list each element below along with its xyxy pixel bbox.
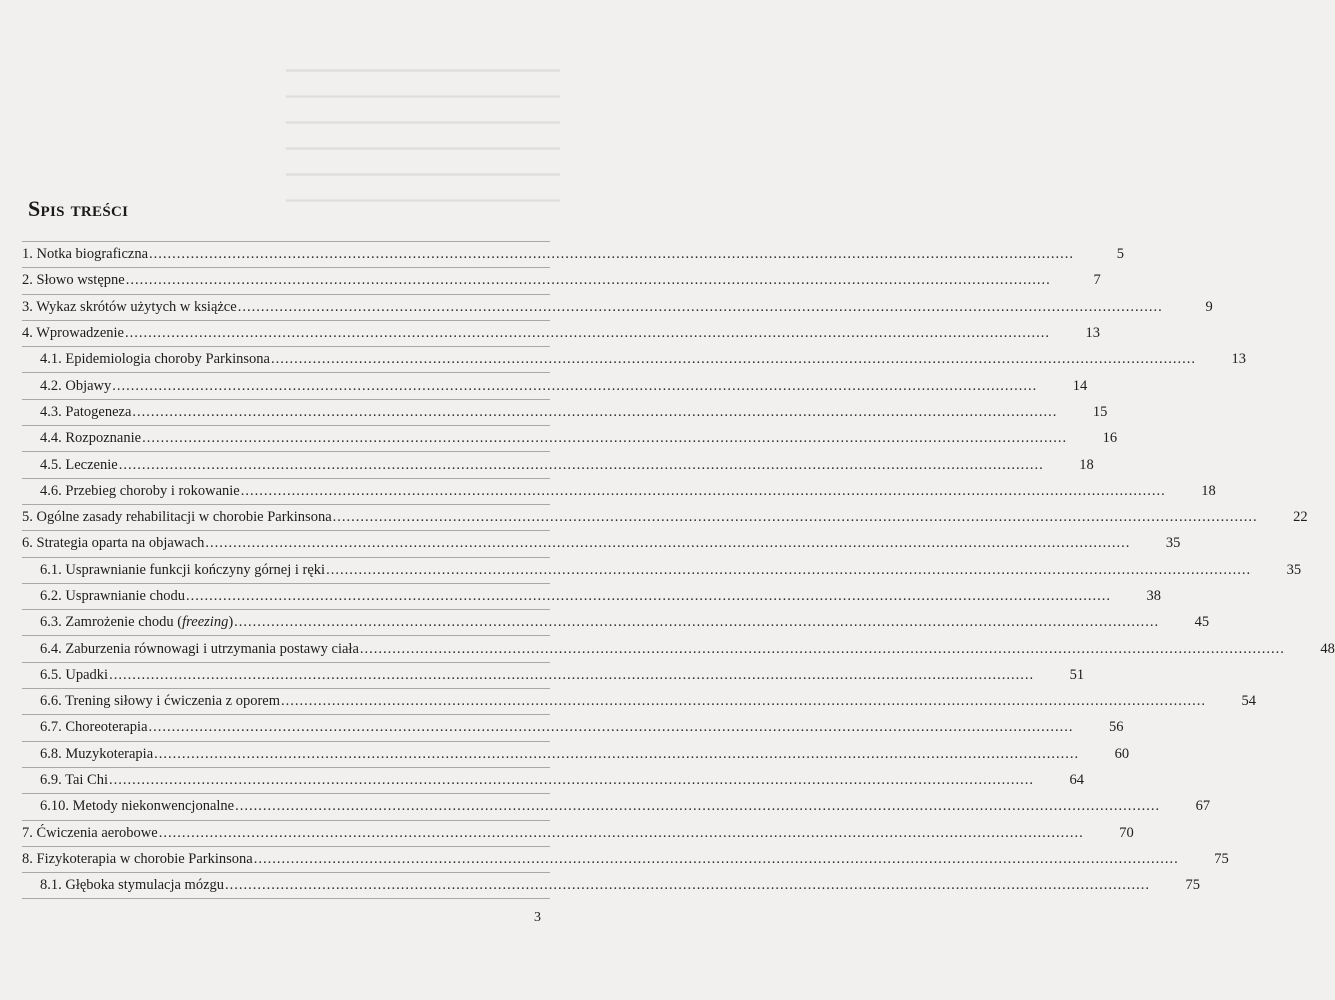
toc-entry-page: 13 <box>1085 325 1100 342</box>
toc-entry-page: 9 <box>1205 298 1213 315</box>
toc-entry <box>22 346 1246 372</box>
toc-entry-label <box>22 246 148 263</box>
dot-leader: ........................................................................................................................................................................................................ <box>235 798 1161 815</box>
dot-leader: ........................................................................................................................................................................................................ <box>240 482 1166 499</box>
toc-entry-label-text: 2. Słowo wstępne <box>22 272 125 289</box>
toc-entry <box>22 399 1108 425</box>
toc-entry-label <box>40 798 234 815</box>
toc-entry-label-text: 4.4. Rozpoznanie <box>40 430 142 447</box>
dot-leader: ........................................................................................................................................................................................................ <box>154 745 1080 762</box>
toc-entry <box>22 294 1213 320</box>
toc-entry <box>22 425 1118 451</box>
toc-entry <box>22 557 1302 583</box>
toc-entry <box>22 793 1211 819</box>
toc-entry-label <box>40 641 359 658</box>
toc-entry-title <box>22 430 1073 447</box>
toc-entry-label <box>40 378 111 395</box>
show-through-texture: ━━━━━━━━━━━━━━━━━━━━━━━━━━━━━━━━━━━ ━━━━━━━━━━━━━━━━━━━━━━━━━━━━━━━━━━━ ━━━━━━━━━━━━━━━━━━━━━━━━━━━━━━━━━━━ ━━━━━━━━━━━━━━━━━━━━━━━━━━━━━━━━━━━ ━━━━━━━━━━━━━━━━━━━━━━━━━━━━━━━━━━━ ━━━━━━━━━━━━━━━━━━━━━━━━━━━━━━━━━━━ <box>286 63 560 208</box>
toc-entry-label-text: 7. Ćwiczenia aerobowe <box>22 824 158 841</box>
toc-entry <box>22 478 1216 504</box>
toc-entry-title <box>22 825 1090 842</box>
toc-entry-label-text: 6.9. Tai Chi <box>40 772 108 789</box>
dot-leader: ........................................................................................................................................................................................................ <box>112 377 1038 394</box>
toc-entry-title <box>22 562 1257 579</box>
toc-entry-label-text: 6.5. Upadki <box>40 666 109 683</box>
toc-entry-title <box>22 404 1063 421</box>
toc-entry-title <box>22 299 1169 316</box>
toc-entry-label <box>22 851 253 868</box>
toc-entry-title <box>22 693 1212 710</box>
toc-entry-label-italic: freezing <box>182 614 229 631</box>
toc-entry-label <box>40 483 240 500</box>
toc-entry-title <box>22 272 1057 289</box>
toc-entry <box>22 846 1229 872</box>
toc-entry-title <box>22 772 1040 789</box>
dot-leader: ........................................................................................................................................................................................................ <box>359 640 1285 657</box>
toc-entry-title <box>22 667 1040 684</box>
toc-entry <box>22 267 1101 293</box>
dot-leader: ........................................................................................................................................................................................................ <box>225 877 1151 894</box>
toc-entry-title <box>22 851 1185 868</box>
dot-leader: ........................................................................................................................................................................................................ <box>332 509 1258 526</box>
toc-entry-label <box>40 430 141 447</box>
toc-entry-title <box>22 588 1117 605</box>
toc-entry <box>22 504 1308 530</box>
toc-heading: Spis treści <box>28 196 129 221</box>
dot-leader: ........................................................................................................................................................................................................ <box>149 246 1075 263</box>
toc-entry <box>22 241 1125 267</box>
toc-entry-title <box>22 325 1056 342</box>
toc-entry-label-text: 4. Wprowadzenie <box>22 325 124 342</box>
toc-entry <box>22 635 1335 661</box>
toc-entry <box>22 741 1130 767</box>
toc-entry <box>22 688 1257 714</box>
toc-entry <box>22 372 1088 398</box>
toc-entry-title <box>22 483 1172 500</box>
toc-entry <box>22 662 1085 688</box>
toc-entry-label <box>40 351 270 368</box>
toc-entry-label-text: 8. Fizykoterapia w chorobie Parkinsona <box>22 850 253 867</box>
toc-entry-label-text: 6.8. Muzykoterapia <box>40 745 154 762</box>
dot-leader: ........................................................................................................................................................................................................ <box>118 456 1044 473</box>
toc-entry <box>22 451 1094 477</box>
toc-entry <box>22 820 1134 846</box>
toc-entry-page: 54 <box>1241 693 1257 710</box>
toc-entry <box>22 530 1181 556</box>
toc-entry-label-text: 8.1. Głęboka stymulacja mózgu <box>40 877 225 894</box>
toc-entry-page: 67 <box>1195 798 1211 815</box>
toc-entry-title <box>22 535 1136 552</box>
dot-leader: ........................................................................................................................................................................................................ <box>281 693 1207 710</box>
table-of-contents <box>22 241 1335 899</box>
dot-leader: ........................................................................................................................................................................................................ <box>132 403 1058 420</box>
toc-entry-label <box>40 693 280 710</box>
toc-entry-label <box>40 588 185 605</box>
toc-entry-label-suffix: ) <box>228 614 234 631</box>
dot-leader: ........................................................................................................................................................................................................ <box>148 719 1074 736</box>
toc-entry-label-text: 4.2. Objawy <box>40 377 112 394</box>
toc-entry-title <box>22 798 1166 815</box>
toc-entry-page: 22 <box>1293 509 1308 526</box>
toc-entry-page: 75 <box>1214 850 1229 867</box>
toc-entry-title <box>22 457 1050 474</box>
toc-entry-title <box>22 641 1291 658</box>
dot-leader: ........................................................................................................................................................................................................ <box>326 561 1252 578</box>
toc-entry-label <box>40 719 148 736</box>
toc-entry-page: 35 <box>1165 535 1181 552</box>
toc-entry-label-text: 6. Strategia oparta na objawach <box>22 535 205 552</box>
toc-entry-page: 75 <box>1185 877 1201 894</box>
toc-entry-title <box>22 509 1264 526</box>
toc-entry-page: 64 <box>1069 772 1084 789</box>
dot-leader: ........................................................................................................................................................................................................ <box>234 614 1160 631</box>
toc-entry-label <box>22 299 237 316</box>
toc-entry-page: 16 <box>1102 430 1118 447</box>
toc-entry-label-text: 3. Wykaz skrótów użytych w książce <box>22 298 237 315</box>
toc-entry <box>22 714 1124 740</box>
toc-entry-label <box>40 667 108 684</box>
toc-entry-label <box>40 457 118 474</box>
toc-entry-label-text: 6.4. Zaburzenia równowagi i utrzymania postawy ciała <box>40 640 359 657</box>
toc-entry <box>22 320 1100 346</box>
dot-leader: ........................................................................................................................................................................................................ <box>270 351 1196 368</box>
toc-entry-page: 35 <box>1286 561 1302 578</box>
toc-entry-label-text: 4.6. Przebieg choroby i rokowanie <box>40 482 240 499</box>
toc-entry-label <box>40 877 224 894</box>
toc-entry-label-text: 1. Notka biograficzna <box>22 246 149 263</box>
toc-entry-label <box>22 272 125 289</box>
toc-entry-page: 18 <box>1201 482 1216 499</box>
toc-entry-page: 18 <box>1079 456 1094 473</box>
toc-entry-label-text: 6.10. Metody niekonwencjonalne <box>40 798 235 815</box>
toc-entry-page: 45 <box>1194 614 1210 631</box>
toc-entry-title <box>22 614 1165 631</box>
toc-entry-page: 5 <box>1116 246 1125 263</box>
toc-entry-page: 56 <box>1109 719 1124 736</box>
toc-entry-page: 15 <box>1092 403 1108 420</box>
toc-entry-label-text: 4.3. Patogeneza <box>40 403 132 420</box>
toc-entry-page: 13 <box>1231 351 1246 368</box>
toc-entry-page: 60 <box>1114 745 1130 762</box>
toc-entry-label-text: 6.7. Choreoterapia <box>40 719 148 736</box>
dot-leader: ........................................................................................................................................................................................................ <box>158 824 1084 841</box>
toc-entry-label <box>22 325 124 342</box>
toc-entry-label-text: 6.6. Trening siłowy i ćwiczenia z oporem <box>40 693 281 710</box>
toc-entry-label <box>40 562 325 579</box>
toc-entry-label-text: 4.5. Leczenie <box>40 456 118 473</box>
toc-entry-title <box>22 719 1080 736</box>
toc-entry-label <box>22 509 332 526</box>
dot-leader: ........................................................................................................................................................................................................ <box>109 666 1035 683</box>
toc-entry-label-text: 6.1. Usprawnianie funkcji kończyny górnej i ręki <box>40 561 326 578</box>
dot-leader: ........................................................................................................................................................................................................ <box>185 588 1111 604</box>
dot-leader: ........................................................................................................................................................................................................ <box>253 850 1179 867</box>
dot-leader: ........................................................................................................................................................................................................ <box>205 535 1131 552</box>
toc-entry-title <box>22 378 1043 395</box>
toc-entry-page: 38 <box>1146 588 1161 604</box>
dot-leader: ........................................................................................................................................................................................................ <box>125 272 1051 289</box>
toc-entry-label <box>40 614 233 631</box>
toc-entry-page: 51 <box>1069 666 1085 683</box>
toc-entry-label-text: 4.1. Epidemiologia choroby Parkinsona <box>40 351 270 368</box>
toc-entry-label <box>40 746 153 763</box>
toc-entry-title <box>22 351 1202 368</box>
toc-entry-label-text: 5. Ogólne zasady rehabilitacji w chorobie Parkinsona <box>22 509 332 526</box>
toc-entry-label-text: 6.2. Usprawnianie chodu <box>40 588 185 604</box>
toc-entry-title <box>22 246 1080 263</box>
toc-entry-title <box>22 746 1085 763</box>
toc-entry-label <box>22 535 204 552</box>
page-number-folio: 3 <box>534 910 541 925</box>
toc-entry-page: 70 <box>1119 824 1134 841</box>
toc-entry-label <box>40 772 108 789</box>
dot-leader: ........................................................................................................................................................................................................ <box>142 430 1068 447</box>
toc-entry-title <box>22 877 1156 894</box>
toc-entry-label <box>22 825 158 842</box>
toc-entry-label-text: 6.3. Zamrożenie chodu ( <box>40 614 183 631</box>
toc-entry <box>22 767 1084 793</box>
toc-entry-page: 48 <box>1320 640 1335 657</box>
toc-entry <box>22 609 1210 635</box>
toc-entry <box>22 583 1161 609</box>
dot-leader: ........................................................................................................................................................................................................ <box>237 298 1163 315</box>
toc-entry-page: 7 <box>1093 272 1101 289</box>
toc-entry <box>22 872 1201 899</box>
dot-leader: ........................................................................................................................................................................................................ <box>109 772 1034 789</box>
toc-entry-page: 14 <box>1072 377 1088 394</box>
toc-entry-label <box>40 404 131 421</box>
dot-leader: ........................................................................................................................................................................................................ <box>125 325 1050 342</box>
